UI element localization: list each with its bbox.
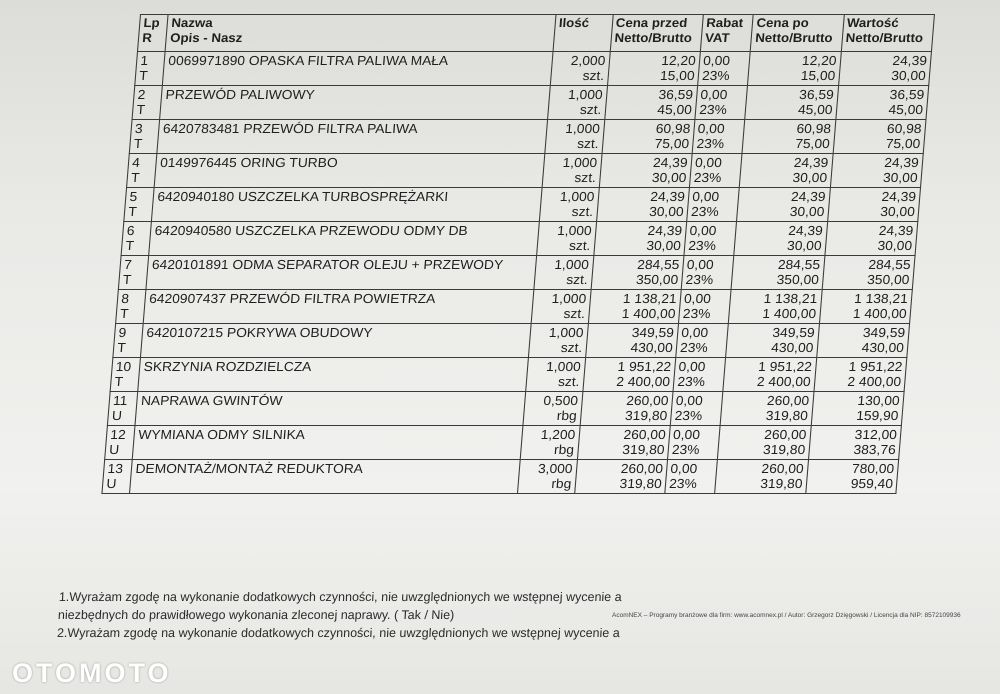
row-qty-cell xyxy=(547,86,607,120)
row-price-before-cell xyxy=(596,188,689,222)
row-discount-vat-disc: 0,00 xyxy=(669,461,698,476)
row-price-after-pa-net: 260,00 xyxy=(766,393,810,408)
row-discount-vat-disc: 0,00 xyxy=(688,223,718,238)
row-value-v-gross: 30,00 xyxy=(882,170,919,185)
row-value-v-gross: 1 400,00 xyxy=(852,306,908,321)
row-price-after-pa-net: 1 138,21 xyxy=(763,291,818,306)
row-name-cell xyxy=(130,460,520,494)
row-price-after-cell xyxy=(720,392,813,426)
row-lp-type: T xyxy=(119,306,130,321)
row-discount-vat-vat: 23% xyxy=(674,408,703,423)
row-price-after-cell xyxy=(718,426,811,460)
row-qty-qty: 1,000 xyxy=(567,87,604,102)
row-qty-cell xyxy=(545,120,605,154)
row-price-before-pb-gross: 350,00 xyxy=(635,272,679,287)
row-price-after-cell xyxy=(715,460,808,494)
row-value-v-net: 284,55 xyxy=(867,257,912,272)
header-price-after: Cena po Netto/Brutto xyxy=(751,15,844,52)
row-value-v-gross: 30,00 xyxy=(877,238,913,253)
row-qty-qty: 1,200 xyxy=(540,427,576,442)
row-price-before-pb-net: 24,39 xyxy=(649,189,686,204)
row-lp-cell xyxy=(118,256,149,290)
consent-line-3: 2.Wyrażam zgodę na wykonanie dodatkowych czynności, nie uwzględnionych we wstępnej wycenie a xyxy=(56,626,621,640)
row-name-name: SKRZYNIA ROZDZIELCZA xyxy=(143,359,313,374)
row-lp-cell xyxy=(129,120,160,154)
header-price-before: Cena przed Netto/Brutto xyxy=(610,15,703,52)
row-lp-type: U xyxy=(111,408,123,423)
row-lp-cell xyxy=(127,154,158,188)
row-qty-unit: rbg xyxy=(553,442,575,457)
header-discount-vat: Rabat VAT xyxy=(700,15,753,52)
row-discount-vat-vat: 23% xyxy=(671,442,701,457)
row-discount-vat-vat: 23% xyxy=(693,170,723,185)
row-value-v-gross: 959,40 xyxy=(850,476,894,491)
row-value-cell xyxy=(814,358,907,392)
row-value-v-gross: 30,00 xyxy=(890,68,927,83)
row-value-v-gross: 350,00 xyxy=(866,272,911,287)
row-price-after-pa-net: 349,59 xyxy=(771,325,816,340)
row-discount-vat-cell xyxy=(673,358,726,392)
row-qty-unit: rbg xyxy=(556,408,578,423)
row-price-after-pa-gross: 1 400,00 xyxy=(761,306,817,321)
row-price-before-pb-net: 60,98 xyxy=(655,121,691,136)
row-discount-vat-cell xyxy=(665,460,718,494)
row-price-before-cell xyxy=(599,154,692,188)
row-lp-lp: 11 xyxy=(112,393,129,408)
header-value: Wartość Netto/Brutto xyxy=(841,15,934,52)
row-discount-vat-disc: 0,00 xyxy=(683,291,712,306)
row-lp-lp: 9 xyxy=(118,325,127,340)
row-name-cell xyxy=(144,290,534,324)
row-qty-qty: 1,000 xyxy=(559,189,596,204)
row-name-name: WYMIANA ODMY SILNIKA xyxy=(137,427,306,442)
table-row xyxy=(121,222,918,256)
row-price-after-cell xyxy=(723,358,816,392)
row-value-v-gross: 383,76 xyxy=(852,442,897,457)
row-price-after-cell xyxy=(745,86,838,120)
table-row xyxy=(135,52,932,86)
header-lp: Lp R xyxy=(138,15,169,52)
row-value-v-net: 780,00 xyxy=(851,461,895,476)
row-price-after-pa-net: 60,98 xyxy=(795,121,832,136)
row-price-after-pa-gross: 75,00 xyxy=(794,136,831,151)
row-lp-type: T xyxy=(116,340,127,355)
row-value-v-net: 130,00 xyxy=(856,393,901,408)
row-name-cell xyxy=(152,188,542,222)
row-price-after-pa-gross: 15,00 xyxy=(800,68,836,83)
row-name-cell xyxy=(135,392,525,426)
row-price-before-pb-net: 24,39 xyxy=(652,155,689,170)
row-value-v-net: 24,39 xyxy=(891,53,928,68)
row-name-cell xyxy=(157,120,547,154)
row-price-before-pb-gross: 430,00 xyxy=(629,340,674,355)
row-lp-cell xyxy=(116,290,147,324)
row-value-v-gross: 430,00 xyxy=(861,340,905,355)
row-price-before-pb-net: 284,55 xyxy=(636,257,681,272)
row-lp-lp: 1 xyxy=(139,53,149,68)
row-name-name: 6420940580 USZCZELKA PRZEWODU ODMY DB xyxy=(154,223,469,238)
row-value-cell xyxy=(833,120,926,154)
table-row xyxy=(132,86,929,120)
row-discount-vat-cell xyxy=(678,290,731,324)
row-discount-vat-cell xyxy=(667,426,720,460)
row-price-before-pb-net: 12,20 xyxy=(660,53,697,68)
table-row xyxy=(129,120,926,154)
row-value-v-net: 349,59 xyxy=(862,325,906,340)
row-discount-vat-cell xyxy=(676,324,729,358)
row-qty-unit: szt. xyxy=(579,102,603,117)
row-qty-cell xyxy=(542,154,602,188)
row-price-before-pb-gross: 30,00 xyxy=(651,170,688,185)
row-price-before-cell xyxy=(602,120,695,154)
row-name-name: 6420783481 PRZEWÓD FILTRA PALIWA xyxy=(162,121,419,136)
row-price-after-cell xyxy=(734,222,827,256)
row-qty-cell xyxy=(517,460,577,494)
row-qty-cell xyxy=(523,392,583,426)
row-discount-vat-vat: 23% xyxy=(690,204,720,219)
row-price-before-cell xyxy=(577,426,670,460)
row-lp-lp: 4 xyxy=(131,155,141,170)
row-price-before-pb-net: 24,39 xyxy=(647,223,683,238)
row-lp-type: T xyxy=(122,272,132,287)
row-price-after-pa-net: 24,39 xyxy=(790,189,827,204)
row-name-cell xyxy=(149,222,539,256)
row-price-before-pb-gross: 1 400,00 xyxy=(621,306,677,321)
row-qty-qty: 1,000 xyxy=(551,291,587,306)
row-qty-cell xyxy=(539,188,599,222)
row-value-cell xyxy=(808,426,901,460)
row-value-cell xyxy=(816,324,909,358)
otomoto-watermark-logo: OTOMOTO xyxy=(12,658,172,688)
row-value-cell xyxy=(835,86,928,120)
row-discount-vat-vat: 23% xyxy=(695,136,725,151)
row-name-name: PRZEWÓD PALIWOWY xyxy=(165,87,316,102)
row-discount-vat-disc: 0,00 xyxy=(680,325,709,340)
row-discount-vat-cell xyxy=(692,120,745,154)
row-name-name: 0149976445 ORING TURBO xyxy=(159,155,339,170)
row-lp-type: U xyxy=(105,476,118,491)
row-value-v-gross: 75,00 xyxy=(885,136,921,151)
row-price-before-pb-net: 260,00 xyxy=(622,427,667,442)
row-lp-lp: 3 xyxy=(134,121,144,136)
row-qty-cell xyxy=(520,426,580,460)
row-lp-lp: 2 xyxy=(137,87,147,102)
row-qty-unit: szt. xyxy=(568,238,592,253)
row-name-cell xyxy=(160,86,550,120)
row-discount-vat-disc: 0,00 xyxy=(702,53,731,68)
row-lp-cell xyxy=(105,426,136,460)
software-credit: AcomNEX – Programy branżowe dla firm: www.acomnex.pl / Autor: Grzegorz Dzięgowski / Licencja dla NIP: 8572109936 xyxy=(612,612,961,619)
row-name-name: DEMONTAŻ/MONTAŻ REDUKTORA xyxy=(134,461,364,476)
row-price-after-pa-gross: 319,80 xyxy=(762,442,806,457)
row-discount-vat-vat: 23% xyxy=(679,340,709,355)
table-body xyxy=(102,52,932,494)
row-qty-qty: 0,500 xyxy=(542,393,579,408)
row-lp-lp: 12 xyxy=(109,427,127,442)
row-lp-cell xyxy=(121,222,152,256)
row-price-after-cell xyxy=(726,324,819,358)
header-qty: Ilość xyxy=(553,15,613,52)
row-name-name: 6420101891 ODMA SEPARATOR OLEJU + PRZEWODY xyxy=(151,257,504,272)
row-value-v-gross: 2 400,00 xyxy=(846,374,902,389)
row-price-after-pa-net: 260,00 xyxy=(763,427,808,442)
row-price-after-pa-gross: 430,00 xyxy=(770,340,815,355)
row-value-v-net: 24,39 xyxy=(878,223,914,238)
row-price-before-cell xyxy=(607,52,700,86)
row-price-after-pa-gross: 350,00 xyxy=(776,272,820,287)
row-price-before-pb-net: 1 138,21 xyxy=(622,291,678,306)
row-price-before-cell xyxy=(585,324,678,358)
row-name-cell xyxy=(146,256,536,290)
row-value-v-net: 24,39 xyxy=(880,189,917,204)
row-lp-type: T xyxy=(127,204,138,219)
row-value-cell xyxy=(830,154,923,188)
row-qty-cell xyxy=(534,256,594,290)
row-price-after-cell xyxy=(748,52,841,86)
row-discount-vat-cell xyxy=(695,86,748,120)
row-qty-qty: 2,000 xyxy=(570,53,606,68)
row-qty-qty: 1,000 xyxy=(556,223,593,238)
row-value-cell xyxy=(838,52,931,86)
row-discount-vat-vat: 23% xyxy=(698,102,728,117)
row-lp-cell xyxy=(102,460,133,494)
row-lp-cell xyxy=(124,188,155,222)
table-row xyxy=(107,392,904,426)
row-price-before-pb-net: 1 951,22 xyxy=(616,359,672,374)
row-price-before-cell xyxy=(582,358,675,392)
row-lp-type: T xyxy=(130,170,141,185)
row-lp-cell xyxy=(135,52,166,86)
row-discount-vat-cell xyxy=(689,154,742,188)
row-value-cell xyxy=(811,392,904,426)
row-price-before-cell xyxy=(580,392,673,426)
row-price-before-cell xyxy=(593,222,686,256)
row-discount-vat-vat: 23% xyxy=(701,68,731,83)
row-price-after-cell xyxy=(731,256,824,290)
row-lp-cell xyxy=(113,324,144,358)
row-price-after-pa-net: 24,39 xyxy=(793,155,829,170)
row-name-cell xyxy=(154,154,544,188)
row-price-before-pb-net: 260,00 xyxy=(625,393,670,408)
table-row xyxy=(105,426,902,460)
row-qty-unit: szt. xyxy=(557,374,581,389)
row-price-before-pb-gross: 319,80 xyxy=(624,408,668,423)
table-row xyxy=(118,256,915,290)
row-name-name: 0069971890 OPASKA FILTRA PALIWA MAŁA xyxy=(167,53,449,68)
row-discount-vat-disc: 0,00 xyxy=(675,393,704,408)
row-value-v-net: 1 138,21 xyxy=(853,291,909,306)
row-price-after-cell xyxy=(737,188,830,222)
row-value-v-gross: 30,00 xyxy=(879,204,916,219)
row-value-v-net: 1 951,22 xyxy=(848,359,904,374)
row-price-after-pa-gross: 319,80 xyxy=(759,476,804,491)
row-price-after-pa-gross: 30,00 xyxy=(792,170,828,185)
row-price-after-pa-net: 1 951,22 xyxy=(757,359,813,374)
row-price-before-pb-gross: 2 400,00 xyxy=(615,374,671,389)
row-price-before-pb-net: 36,59 xyxy=(658,87,694,102)
row-price-before-cell xyxy=(588,290,681,324)
row-price-after-cell xyxy=(740,154,833,188)
row-qty-cell xyxy=(536,222,596,256)
row-value-v-net: 24,39 xyxy=(883,155,920,170)
row-qty-unit: szt. xyxy=(565,272,589,287)
table-row xyxy=(113,324,910,358)
row-discount-vat-disc: 0,00 xyxy=(686,257,715,272)
row-price-before-pb-gross: 45,00 xyxy=(656,102,693,117)
row-qty-unit: rbg xyxy=(550,476,572,491)
row-discount-vat-cell xyxy=(670,392,723,426)
row-lp-cell xyxy=(107,392,138,426)
row-price-before-cell xyxy=(574,460,667,494)
row-price-after-pa-net: 284,55 xyxy=(777,257,821,272)
row-qty-cell xyxy=(531,290,591,324)
row-price-before-pb-gross: 319,80 xyxy=(621,442,666,457)
row-discount-vat-disc: 0,00 xyxy=(691,189,720,204)
row-qty-unit: szt. xyxy=(571,204,594,219)
invoice-table xyxy=(101,14,935,494)
row-price-before-pb-gross: 319,80 xyxy=(619,476,663,491)
row-price-after-cell xyxy=(742,120,835,154)
row-price-before-pb-gross: 30,00 xyxy=(648,204,685,219)
row-qty-unit: szt. xyxy=(562,306,586,321)
row-lp-lp: 10 xyxy=(115,359,132,374)
row-qty-qty: 1,000 xyxy=(562,155,598,170)
row-lp-lp: 5 xyxy=(128,189,138,204)
row-value-v-net: 36,59 xyxy=(889,87,925,102)
row-lp-lp: 13 xyxy=(107,461,124,476)
row-value-v-gross: 159,90 xyxy=(855,408,900,423)
row-value-cell xyxy=(827,188,920,222)
row-name-cell xyxy=(133,426,523,460)
row-name-name: 6420907437 PRZEWÓD FILTRA POWIETRZA xyxy=(148,291,437,306)
table-header-row xyxy=(138,15,935,52)
row-lp-type: T xyxy=(135,102,146,117)
row-qty-unit: szt. xyxy=(576,136,600,151)
row-lp-lp: 7 xyxy=(123,257,133,272)
row-qty-unit: szt. xyxy=(573,170,597,185)
row-lp-type: T xyxy=(133,136,143,151)
row-name-name: NAPRAWA GWINTÓW xyxy=(140,393,284,408)
table-row xyxy=(127,154,924,188)
row-value-cell xyxy=(825,222,918,256)
row-lp-type: T xyxy=(114,374,124,389)
row-value-cell xyxy=(805,460,898,494)
row-qty-unit: szt. xyxy=(560,340,583,355)
row-discount-vat-vat: 23% xyxy=(685,272,714,287)
row-value-v-gross: 45,00 xyxy=(887,102,924,117)
row-name-name: 6420107215 POKRYWA OBUDOWY xyxy=(145,325,374,340)
invoice-table-wrapper xyxy=(101,14,935,494)
row-price-after-pa-gross: 30,00 xyxy=(786,238,823,253)
row-qty-qty: 3,000 xyxy=(537,461,574,476)
row-discount-vat-disc: 0,00 xyxy=(694,155,723,170)
row-lp-lp: 6 xyxy=(126,223,136,238)
row-value-cell xyxy=(822,256,915,290)
row-price-before-pb-gross: 75,00 xyxy=(654,136,690,151)
row-price-after-pa-net: 12,20 xyxy=(801,53,838,68)
row-value-v-net: 60,98 xyxy=(886,121,923,136)
row-lp-type: U xyxy=(108,442,120,457)
row-lp-cell xyxy=(110,358,141,392)
row-discount-vat-disc: 0,00 xyxy=(672,427,701,442)
row-qty-cell xyxy=(528,324,588,358)
row-qty-qty: 1,000 xyxy=(564,121,601,136)
row-discount-vat-disc: 0,00 xyxy=(678,359,707,374)
row-value-v-net: 312,00 xyxy=(854,427,898,442)
row-discount-vat-vat: 23% xyxy=(668,476,698,491)
row-price-before-pb-gross: 30,00 xyxy=(645,238,682,253)
row-price-after-pa-gross: 45,00 xyxy=(797,102,834,117)
header-name: Nazwa Opis - Nasz xyxy=(165,15,555,52)
table-row xyxy=(116,290,913,324)
consent-line-1: 1.Wyrażam zgodę na wykonanie dodatkowych czynności, nie uwzględnionych we wstępnej wycenie a xyxy=(58,590,623,604)
row-qty-qty: 1,000 xyxy=(553,257,590,272)
row-price-after-pa-net: 24,39 xyxy=(787,223,824,238)
row-qty-cell xyxy=(526,358,586,392)
row-name-cell xyxy=(163,52,553,86)
row-price-before-pb-gross: 15,00 xyxy=(659,68,696,83)
row-price-before-pb-net: 349,59 xyxy=(631,325,675,340)
consent-line-2: niezbędnych do prawidłowego wykonania zleconej naprawy. ( Tak / Nie) xyxy=(57,608,455,622)
row-discount-vat-cell xyxy=(698,52,751,86)
row-discount-vat-vat: 23% xyxy=(676,374,706,389)
row-discount-vat-disc: 0,00 xyxy=(697,121,726,136)
row-price-after-pa-net: 36,59 xyxy=(798,87,835,102)
row-lp-type: T xyxy=(138,68,149,83)
row-lp-type: T xyxy=(125,238,135,253)
row-price-before-cell xyxy=(604,86,697,120)
table-row xyxy=(110,358,907,392)
row-qty-cell xyxy=(550,52,610,86)
row-lp-cell xyxy=(132,86,163,120)
row-discount-vat-vat: 23% xyxy=(687,238,717,253)
row-discount-vat-cell xyxy=(687,188,740,222)
row-price-after-pa-net: 260,00 xyxy=(760,461,805,476)
row-name-cell xyxy=(138,358,528,392)
row-qty-qty: 1,000 xyxy=(548,325,585,340)
row-value-cell xyxy=(819,290,912,324)
row-discount-vat-cell xyxy=(684,222,737,256)
row-name-name: 6420940180 USZCZELKA TURBOSPRĘŻARKI xyxy=(156,189,449,204)
row-qty-qty: 1,000 xyxy=(545,359,582,374)
row-price-before-pb-net: 260,00 xyxy=(620,461,664,476)
table-row xyxy=(102,460,899,494)
row-price-after-cell xyxy=(729,290,822,324)
row-discount-vat-disc: 0,00 xyxy=(699,87,728,102)
row-price-before-cell xyxy=(591,256,684,290)
row-discount-vat-cell xyxy=(681,256,734,290)
row-qty-unit: szt. xyxy=(582,68,605,83)
row-discount-vat-vat: 23% xyxy=(682,306,712,321)
row-price-after-pa-gross: 319,80 xyxy=(765,408,809,423)
table-row xyxy=(124,188,921,222)
row-price-after-pa-gross: 2 400,00 xyxy=(756,374,812,389)
row-name-cell xyxy=(141,324,531,358)
row-price-after-pa-gross: 30,00 xyxy=(789,204,825,219)
row-lp-lp: 8 xyxy=(120,291,130,306)
